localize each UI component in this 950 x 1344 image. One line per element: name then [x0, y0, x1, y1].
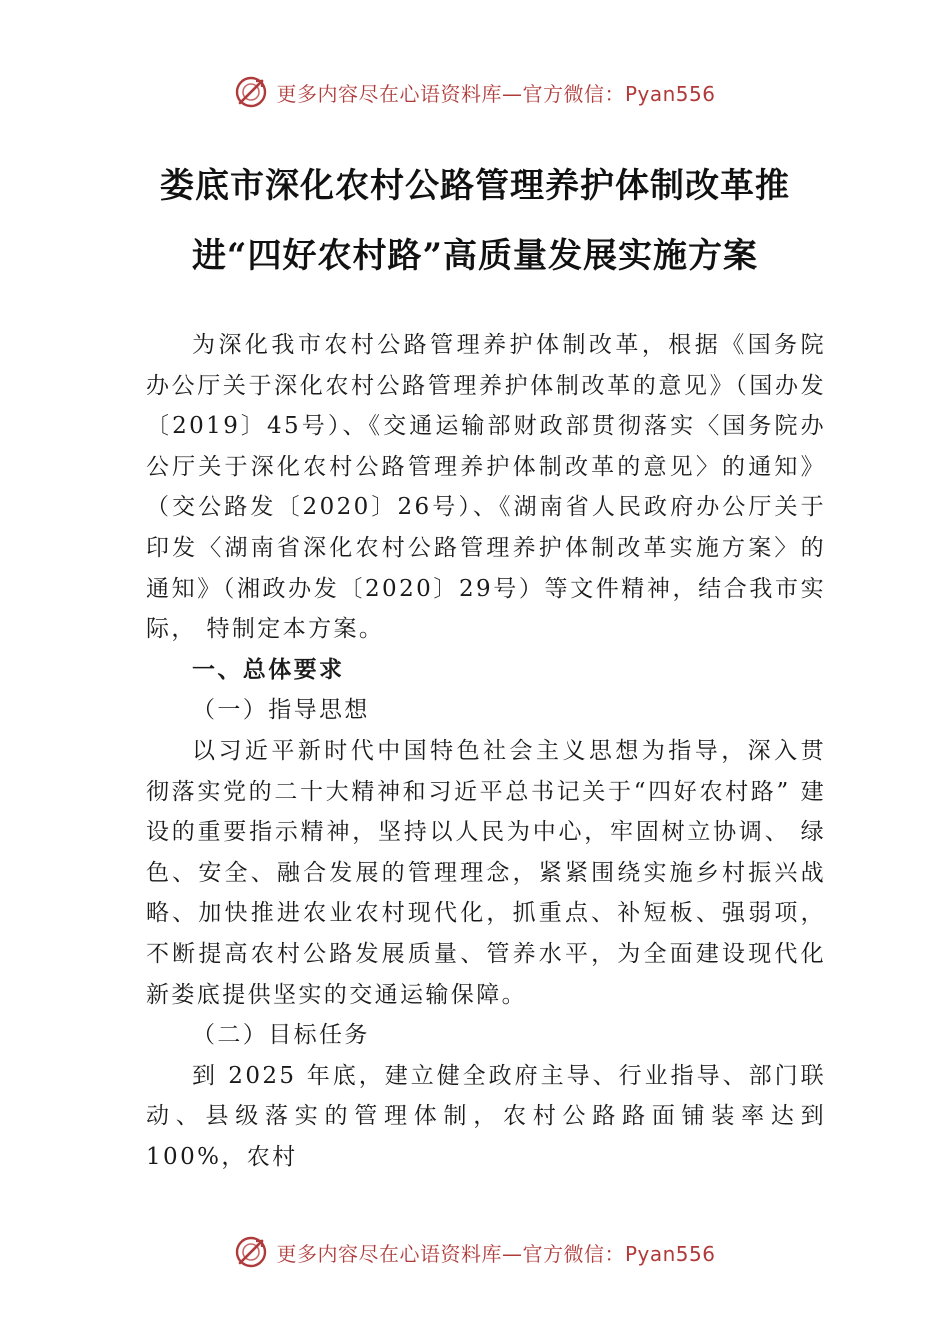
- document-title-line-1: 娄底市深化农村公路管理养护体制改革推: [160, 166, 790, 206]
- goals-tasks-paragraph: 到 2025 年底，建立健全政府主导、行业指导、部门联动、县级落实的管理体制，农村公路路面铺装率达到 100%，农村: [146, 1062, 826, 1170]
- document-title-line-2: 进“四好农村路”高质量发展实施方案: [191, 236, 759, 276]
- watermark-text: 更多内容尽在心语资料库—官方微信：Pyan556: [276, 1241, 716, 1266]
- subsection-heading-goals-tasks: （二）目标任务: [192, 1022, 370, 1049]
- watermark-header: [0, 72, 950, 112]
- watermark-text: 更多内容尽在心语资料库—官方微信：Pyan556: [276, 81, 716, 106]
- guiding-ideology-paragraph: 以习近平新时代中国特色社会主义思想为指导，深入贯彻落实党的二十大精神和习近平总书记关于“四好农村路” 建设的重要指示精神，坚持以人民为中心，牢固树立协调、 绿色、安全、融合发展的管理理念，紧紧围绕实施乡村振兴战略、加快推进农业农村现代化，抓重点、补短板、强弱项， 不断提高农村公路发展质量、管养水平，为全面建设现代化新娄底提供坚实的交通运输保障。: [146, 737, 826, 1008]
- section-heading-overall-requirements: 一、总体要求: [192, 655, 345, 683]
- watermark-footer: [0, 1232, 950, 1272]
- intro-paragraph: 为深化我市农村公路管理养护体制改革，根据《国务院办公厅关于深化农村公路管理养护体制改革的意见》（国办发〔2019〕45号）、《交通运输部财政部贯彻落实〈国务院办公厅关于深化农村公路管理养护体制改革的意见〉的通知》（交公路发〔2020〕26号）、《湖南省人民政府办公厅关于印发〈湖南省深化农村公路管理养护体制改革实施方案〉的通知》（湘政办发〔2020〕29号）等文件精神，结合我市实际， 特制定本方案。: [146, 332, 826, 643]
- subsection-heading-guiding-ideology: （一）指导思想: [192, 697, 370, 724]
- document-body: [146, 325, 826, 1177]
- brand-logo-icon: [234, 75, 268, 109]
- brand-logo-icon: [234, 1235, 268, 1269]
